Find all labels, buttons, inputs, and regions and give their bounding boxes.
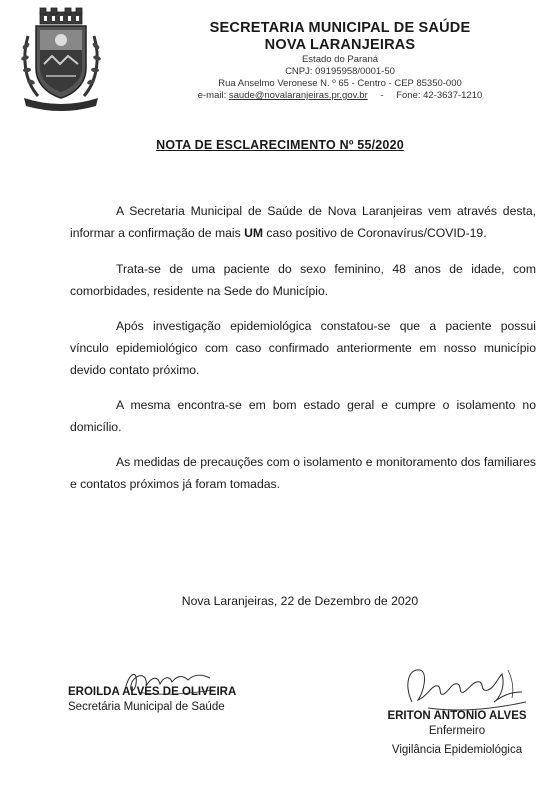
signer-name-right: ERITON ANTONIO ALVES (387, 710, 527, 722)
address-line: Rua Anselmo Veronese N. º 65 - Centro - CEP 85350-000 (218, 78, 462, 89)
email-link[interactable]: saude@novalaranjeiras.pr.gov.br (228, 90, 368, 101)
paragraph-3: Após investigação epidemiológica constatou-se que a paciente possui vínculo epidemiológico com caso confirmado anteriormente em nosso município devido contato próximo. (70, 319, 536, 377)
contact-separator: - (380, 90, 384, 101)
signer-name-left: EROILDA ALVES DE OLIVEIRA (68, 686, 237, 698)
paragraph-5: As medidas de precauções com o isolamento e monitoramento dos familiares e contatos próximos já foram tomadas. (70, 455, 536, 491)
signer-role-right-1: Enfermeiro (428, 725, 486, 737)
contact-line (120, 90, 560, 102)
phone-text: Fone: 42-3637-1210 (396, 90, 483, 101)
org-name-line2: NOVA LARANJEIRAS (264, 37, 416, 53)
cnpj-line: CNPJ: 09195958/0001-50 (285, 66, 395, 77)
date-line: Nova Laranjeiras, 22 de Dezembro de 2020 (181, 594, 419, 608)
email-label: e-mail: (197, 90, 227, 101)
letterhead (120, 20, 560, 102)
document-title: NOTA DE ESCLARECIMENTO Nº 55/2020 (156, 138, 404, 152)
signer-role-right-2: Vigilância Epidemiológica (391, 744, 523, 756)
document-body (70, 200, 536, 508)
paragraph-1: A Secretaria Municipal de Saúde de Nova Laranjeiras vem através desta, informar a confirmação de mais UM caso positivo de Coronavírus/COVID-19. (70, 204, 536, 240)
bold-count: UM (244, 226, 264, 240)
paragraph-2: Trata-se de uma paciente do sexo feminino, 48 anos de idade, com comorbidades, residente na Sede do Município. (70, 262, 536, 298)
municipal-coat-of-arms-icon (18, 6, 104, 114)
signature-block-left (68, 686, 298, 717)
signer-role-left: Secretária Municipal de Saúde (68, 701, 225, 713)
state-line: Estado do Paraná (301, 54, 379, 65)
org-name-line1: SECRETARIA MUNICIPAL DE SAÚDE (209, 20, 471, 36)
paragraph-4: A mesma encontra-se em bom estado geral e cumpre o isolamento no domicílio. (70, 398, 536, 434)
signature-block-right (362, 668, 552, 760)
